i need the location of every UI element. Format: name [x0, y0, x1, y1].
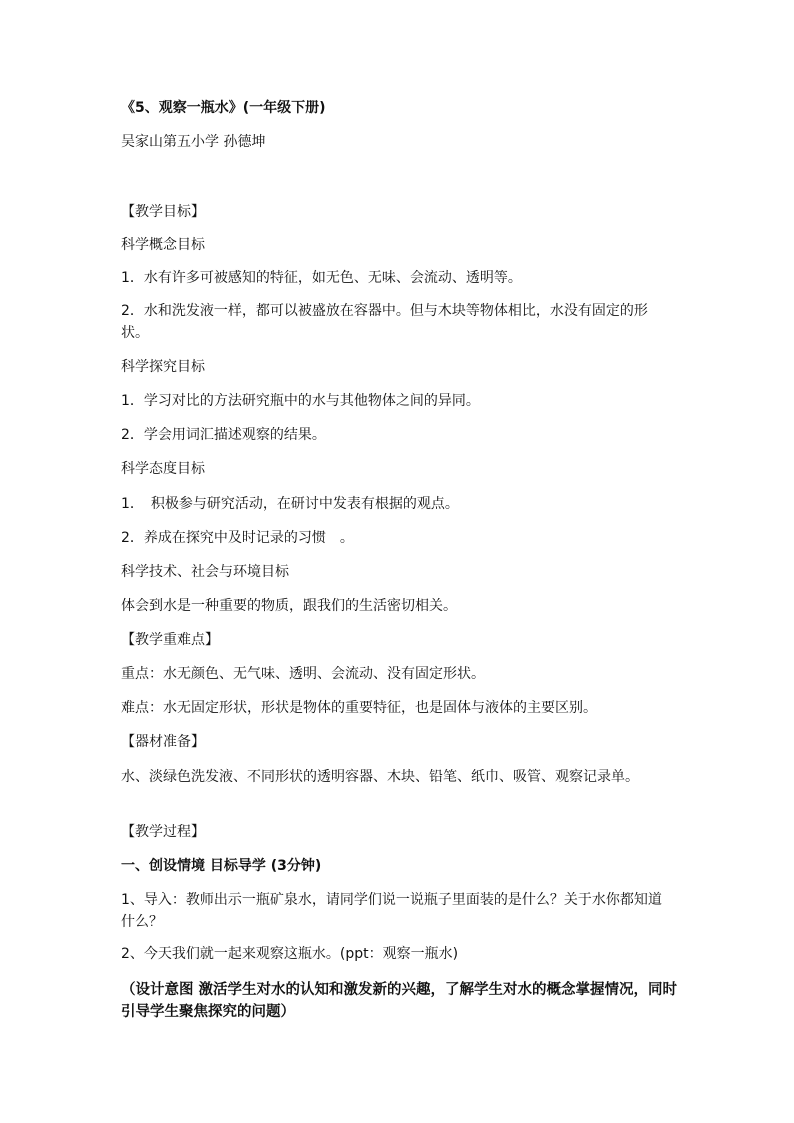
document-title: 《5、观察一瓶水》(一年级下册): [121, 100, 326, 116]
inquiry-heading: 科学探究目标: [121, 359, 205, 375]
sts-heading: 科学技术、社会与环境目标: [121, 564, 289, 580]
concept-heading: 科学概念目标: [121, 237, 205, 253]
attitude-heading: 科学态度目标: [121, 461, 205, 477]
attitude-item-2: 2．养成在探究中及时记录的习惯 。: [121, 530, 354, 546]
goals-heading: 【教学目标】: [121, 204, 205, 220]
key-heading: 【教学重难点】: [121, 632, 219, 648]
materials-list: 水、淡绿色洗发液、不同形状的透明容器、木块、铅笔、纸巾、吸管、观察记录单。: [121, 769, 639, 785]
step1-heading: 一、创设情境 目标导学 (3分钟): [121, 858, 322, 874]
author-line: 吴家山第五小学 孙德坤: [121, 134, 266, 150]
materials-heading: 【器材准备】: [121, 734, 205, 750]
inquiry-item-2: 2．学会用词汇描述观察的结果。: [121, 427, 326, 443]
process-heading: 【教学过程】: [121, 824, 205, 840]
inquiry-item-1: 1．学习对比的方法研究瓶中的水与其他物体之间的异同。: [121, 393, 480, 409]
step1-item-1: 1、导入：教师出示一瓶矿泉水，请同学们说一说瓶子里面装的是什么？关于水你都知道什么？: [121, 892, 662, 930]
key-point: 重点：水无颜色、无气味、透明、会流动、没有固定形状。: [121, 666, 485, 682]
concept-item-1: 1．水有许多可被感知的特征，如无色、无味、会流动、透明等。: [121, 270, 522, 286]
step1-item-2: 2、今天我们就一起来观察这瓶水。(ppt：观察一瓶水): [121, 946, 459, 962]
concept-item-2: 2．水和洗发液一样，都可以被盛放在容器中。但与木块等物体相比，水没有固定的形状。: [121, 303, 648, 341]
sts-item-1: 体会到水是一种重要的物质，跟我们的生活密切相关。: [121, 598, 457, 614]
difficult-point: 难点：水无固定形状，形状是物体的重要特征，也是固体与液体的主要区别。: [121, 700, 597, 716]
attitude-item-1: 1． 积极参与研究活动，在研讨中发表有根据的观点。: [121, 496, 459, 512]
design-note: （设计意图 激活学生对水的认知和激发新的兴趣，了解学生对水的概念掌握情况，同时引导学生聚焦探究的问题）: [121, 982, 678, 1020]
